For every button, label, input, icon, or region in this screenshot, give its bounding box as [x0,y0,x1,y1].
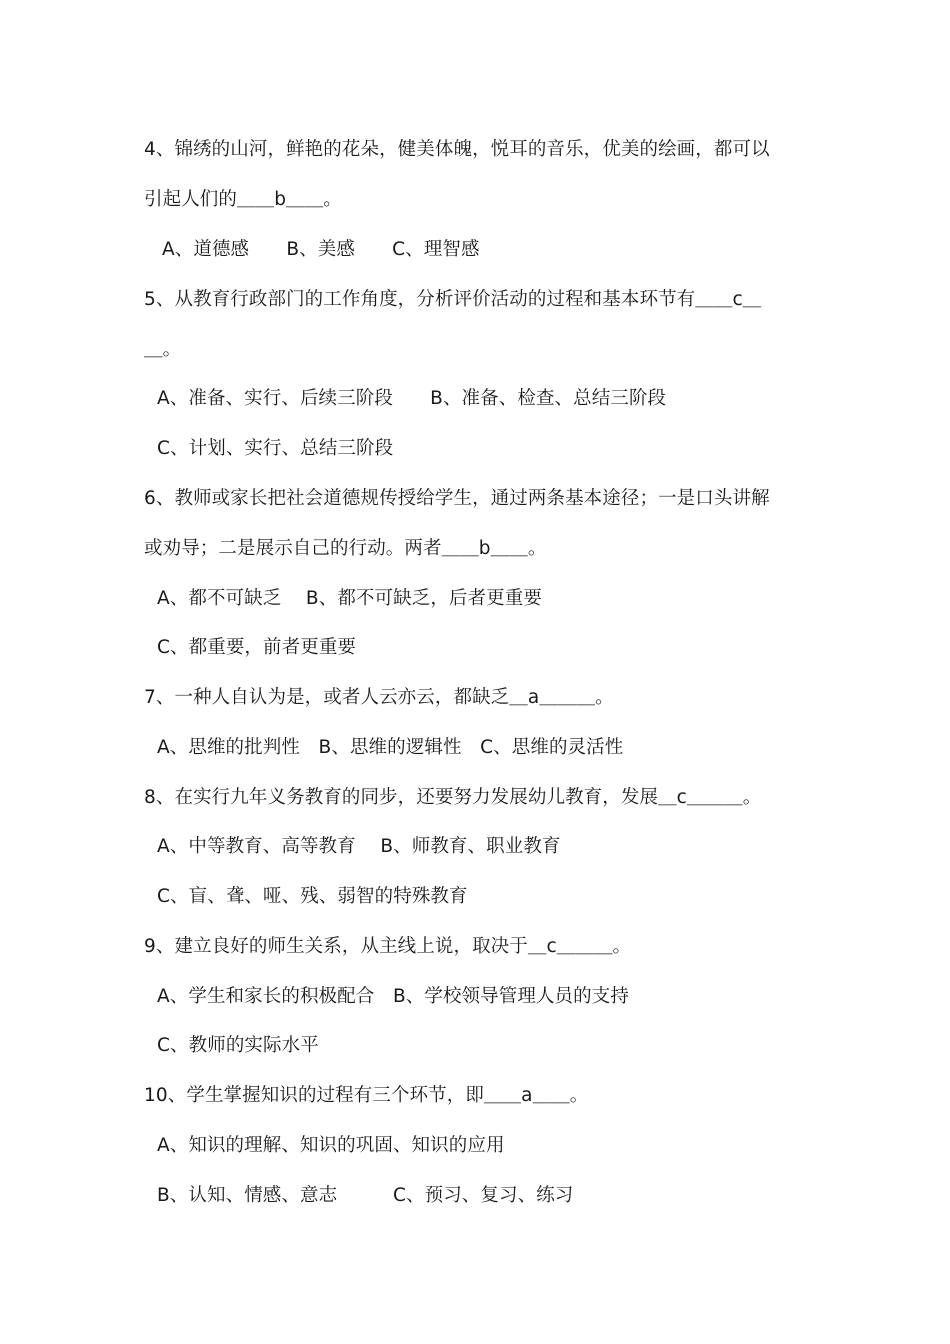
question-5-stem-line-1: 5、从教育行政部门的工作角度，分析评价活动的过程和基本环节有＿＿c＿ [144,289,762,310]
question-5-stem-line-2: ＿。 [144,339,182,360]
question-9-options-line-1: A、学生和家长的积极配合 B、学校领导管理人员的支持 [157,986,629,1007]
question-9-options-line-2: C、教师的实际水平 [157,1035,319,1056]
question-8-options-line-2: C、盲、聋、哑、残、弱智的特殊教育 [157,886,468,907]
question-10-stem: 10、学生掌握知识的过程有三个环节，即＿＿a＿＿。 [144,1085,589,1106]
question-4-options: A、道德感 B、美感 C、理智感 [162,239,480,260]
question-7-options: A、思维的批判性 B、思维的逻辑性 C、思维的灵活性 [157,737,624,758]
question-6-stem-line-2: 或劝导；二是展示自己的行动。两者＿＿b＿＿。 [144,538,547,559]
question-6-options-line-2: C、都重要，前者更重要 [157,637,357,658]
question-4-stem-line-2: 引起人们的＿＿b＿＿。 [144,189,342,210]
question-8-options-line-1: A、中等教育、高等教育 B、师教育、职业教育 [157,836,561,857]
question-4-stem-line-1: 4、锦绣的山河，鲜艳的花朵，健美体魄，悦耳的音乐，优美的绘画，都可以 [144,139,770,160]
question-7-stem: 7、一种人自认为是，或者人云亦云，都缺乏＿a＿＿＿。 [144,687,614,708]
question-5-options-line-1: A、准备、实行、后续三阶段 B、准备、检查、总结三阶段 [157,388,667,409]
question-6-options-line-1: A、都不可缺乏 B、都不可缺乏，后者更重要 [157,588,542,609]
question-10-options-line-2: B、认知、情感、意志 C、预习、复习、练习 [157,1185,574,1206]
question-5-options-line-2: C、计划、实行、总结三阶段 [157,438,394,459]
question-6-stem-line-1: 6、教师或家长把社会道德规传授给学生，通过两条基本途径；一是口头讲解 [144,488,770,509]
question-10-options-line-1: A、知识的理解、知识的巩固、知识的应用 [157,1135,505,1156]
question-9-stem: 9、建立良好的师生关系，从主线上说，取决于＿c＿＿＿。 [144,936,632,957]
question-8-stem: 8、在实行九年义务教育的同步，还要努力发展幼儿教育，发展＿c＿＿＿。 [144,787,762,808]
